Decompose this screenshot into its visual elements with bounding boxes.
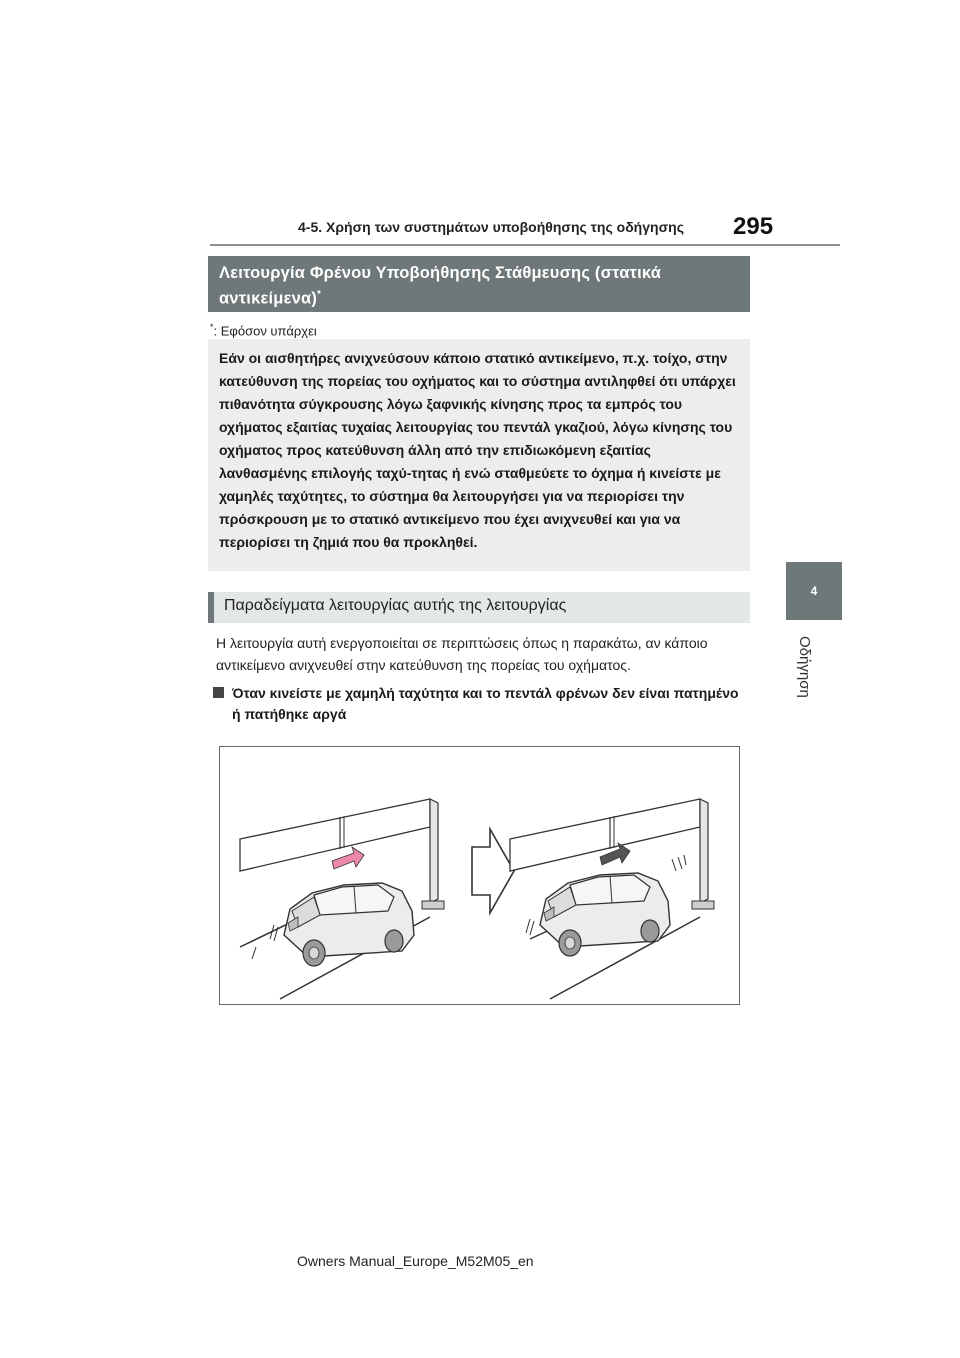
footer-text: Owners Manual_Europe_M52M05_en <box>297 1253 534 1269</box>
bullet-text: Όταν κινείστε με χαμηλή ταχύτητα και το πεντάλ φρένων δεν είναι πατημένο ή πατήθηκε αργά <box>232 685 739 722</box>
parking-brake-illustration <box>220 747 739 1004</box>
bullet-square-icon <box>213 687 224 698</box>
heading-footnote-marker: * <box>317 289 322 300</box>
footnote <box>210 322 317 338</box>
body-paragraph: Η λειτουργία αυτή ενεργοποιείται σε περιπτώσεις όπως η παρακάτω, αν κάποιο αντικείμενο ανιχνευθεί στην κατεύθυνση της πορείας του οχήματος. <box>216 635 708 673</box>
scene-before <box>240 799 444 999</box>
section-heading-text: Λειτουργία Φρένου Υποβοήθησης Στάθμευσης (στατικά αντικείμενα) <box>219 264 662 308</box>
transition-arrow-icon <box>472 829 514 913</box>
scene-after <box>510 799 714 999</box>
illustration-frame <box>219 746 740 1005</box>
section-heading <box>219 262 749 310</box>
header-divider <box>210 244 840 246</box>
section-title: 4-5. Χρήση των συστημάτων υποβοήθησης της οδήγησης <box>298 219 684 235</box>
subheading-text: Παραδείγματα λειτουργίας αυτής της λειτουργίας <box>224 597 567 614</box>
footnote-marker: * <box>210 322 214 332</box>
page-number: 295 <box>733 213 774 240</box>
info-box-text: Εάν οι αισθητήρες ανιχνεύσουν κάποιο στατικό αντικείμενο, π.χ. τοίχο, στην κατεύθυνση της πορείας του οχήματος και το σύστημα αντιληφθεί ότι υπάρχει πιθανότητα σύγκρουσης λόγω ξαφνικής κίνησης προς τα εμπρός του οχήματος εξαιτίας τυχαίας λειτουργίας του πεντάλ γκαζιού, λόγω κίνησης του οχήματος προς κατεύθυνση άλλη από την επιδιωκόμενη εξαιτίας λανθασμένης επιλογής ταχύ-τητας ή ενώ σταθμεύετε το όχημα ή κινείστε με χαμηλές ταχύτητες, το σύστημα θα λειτουργήσει για να περιορίσει την πρόσκρουση με το στατικό αντικείμενο που έχει ανιχνευθεί και για να περιορίσει τη ζημιά που θα προκληθεί. <box>219 350 736 550</box>
footnote-text: : Εφόσον υπάρχει <box>213 323 317 339</box>
chapter-tab-label: Οδήγηση <box>796 636 813 698</box>
subheading-accent-bar <box>208 592 214 623</box>
chapter-tab-number: 4 <box>810 584 818 598</box>
